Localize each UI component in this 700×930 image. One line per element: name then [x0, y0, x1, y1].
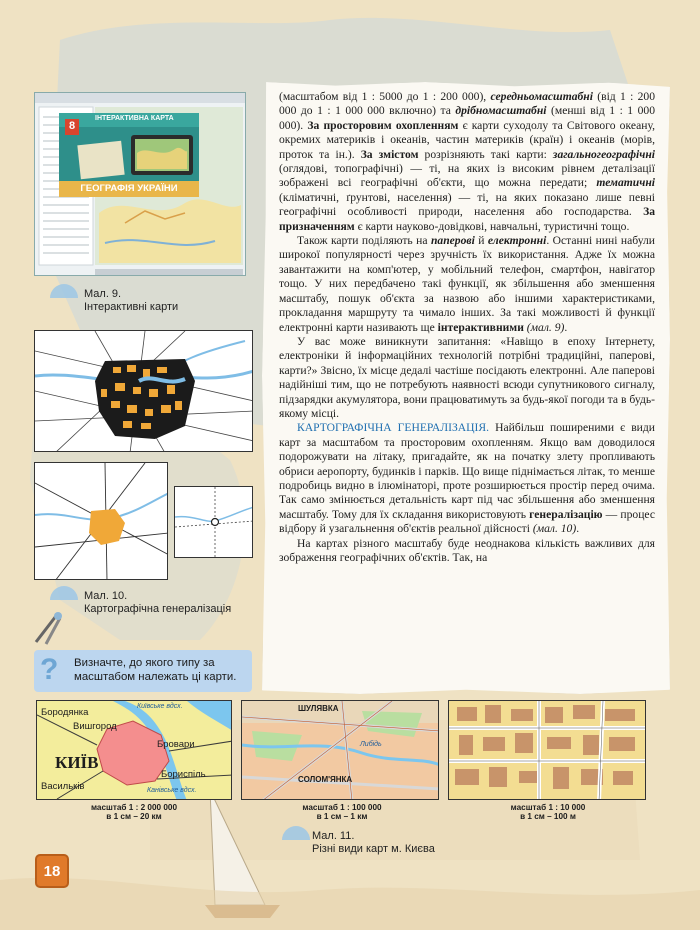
map1-water-2: Канівське вдсх. — [147, 787, 197, 794]
map2-label-lybid: Либідь — [360, 741, 382, 748]
main-text — [279, 90, 655, 565]
generalization-map-detailed — [34, 330, 253, 452]
paragraph-4: КАРТОГРАФІЧНА ГЕНЕРАЛІЗАЦІЯ. Найбільш поширеними є види карт за масштабом та просторовим охопленням. Якщо вам доводилося подорожувати на літаку, пригадайте, як на початку злету пропливають обриси аеропорту, будинків і парків. Що вище піднімається літак, то менше подробиць видно в ілюмінаторі, проте розширюється простір перед очима. Так само змінюється детальність карт під час збільшення або зменшення масштабу. Тому для їх складання використовують генералізацію — процес відбору й узагальнення об'єктів реальної дійсності (мал. 10). — [279, 421, 655, 536]
map2-label-solomianka: СОЛОМ'ЯНКА — [298, 775, 353, 784]
question-mark-icon: ? — [40, 653, 59, 686]
page-number-badge — [35, 854, 69, 888]
dividers-icon — [30, 608, 70, 648]
screen-header: ІНТЕРАКТИВНА КАРТА — [95, 115, 174, 122]
map1-label-kyiv: КИЇВ — [55, 753, 99, 772]
map2-label-shuliavka: ШУЛЯВКА — [298, 704, 339, 713]
section-heading: КАРТОГРАФІЧНА ГЕНЕРАЛІЗАЦІЯ. — [297, 421, 490, 435]
map2-unit-text: в 1 см – 1 км — [316, 812, 368, 821]
page-number: 18 — [43, 862, 61, 880]
map1-label-boryspil: Бориспіль — [161, 769, 206, 780]
fig10-caption — [84, 590, 231, 616]
fig11-caption — [312, 830, 435, 856]
map1-scale — [64, 803, 204, 821]
paragraph-1: (масштабом від 1 : 5000 до 1 : 200 000), середньомасштабні (від 1 : 200 000 до 1 : 1 000 000 включно) та дрібномасштабні (менші від 1 : 1 000 000). За просторовим охопленням є карти суходолу та Світового океану, окремих материків і океанів, частин материків (країн) і океанів (морів, проток та ін.). За змістом розрізняють такі карти: загальногеографічні (оглядові, топографічні) — ті, на яких із високим рівнем деталізації зображені всі географічні об'єкти, що можна передати; тематичні (кліматичні, ґрунтові, населення) — ті, на яких показано лише певні географічні особливості природи, населення або господарства. За призначенням є карти науково-довідкові, навчальні, туристичні тощо. — [279, 90, 656, 233]
paragraph-2: Також карти поділяють на паперові й електронні. Останні нині набули широкої популярності через зручність їх використання. Адже їх можна завантажити на комп'ютер, у мобільний телефон, смартфон, навігатор тощо. У них передбачено такі функції, як збільшення або зменшення масштабу, пошук об'єкта за назвою або іншими характеристиками, прокладання маршруту та чимало інших. За такі можливості й функції електронні карти називають ще інтерактивними (мал. 9). — [279, 234, 655, 334]
fig9-number: Мал. 9. — [84, 288, 122, 300]
map3-unit-text: в 1 см – 100 м — [520, 812, 576, 821]
map2-scale-text: масштаб 1 : 100 000 — [302, 803, 382, 812]
map1-unit-text: в 1 см – 20 км — [106, 812, 162, 821]
question-text: Визначте, до якого типу за масштабом належать ці карти. — [74, 657, 237, 683]
generalization-map-tiny — [174, 486, 253, 558]
fig9-caption-text: Інтерактивні карти — [84, 301, 179, 313]
map1-label-brovary: Бровари — [157, 739, 195, 750]
map1-water-1: Київське вдсх. — [137, 703, 183, 710]
paragraph-3: У вас може виникнути запитання: «Навіщо в епоху Інтернету, електроніки й інформаційних технологій потрібні традиційні, паперові, карти?» Звісно, їх місце дедалі частіше посідають електронні. Але паперові надійніші тим, що не потребують наявності всюди супутникового сигналу, підзарядки акумулятора, вони працюватимуть за будь-якої погоди та в будь-якому місці. — [279, 334, 655, 420]
map1-label-borodianka: Бородянка — [41, 707, 89, 718]
kyiv-map-small-scale — [36, 700, 232, 800]
kyiv-map-medium-scale — [241, 700, 439, 800]
generalization-map-simplified — [34, 462, 168, 580]
screen-grade-badge: 8 — [68, 120, 76, 132]
fig9-caption — [84, 288, 178, 314]
fig11-number: Мал. 11. — [312, 830, 355, 842]
interactive-map-screenshot — [34, 92, 246, 276]
map1-scale-text: масштаб 1 : 2 000 000 — [90, 803, 178, 812]
fig10-caption-text: Картографічна генералізація — [84, 603, 232, 615]
paragraph-5: На картах різного масштабу буде неоднакова кількість важливих для зображення географічних об'єктів. Так, на — [279, 536, 655, 564]
question-box — [34, 650, 252, 692]
kyiv-map-large-scale — [448, 700, 646, 800]
map2-scale — [272, 803, 412, 821]
map3-scale-text: масштаб 1 : 10 000 — [510, 803, 586, 812]
screen-title: ГЕОГРАФІЯ УКРАЇНИ — [80, 183, 178, 194]
map3-scale — [478, 803, 618, 821]
fig11-caption-text: Різні види карт м. Києва — [312, 843, 435, 855]
fig10-number: Мал. 10. — [84, 590, 128, 602]
map1-label-vasylkiv: Васильків — [41, 781, 85, 792]
map1-label-vyshhorod: Вишгород — [73, 721, 117, 732]
